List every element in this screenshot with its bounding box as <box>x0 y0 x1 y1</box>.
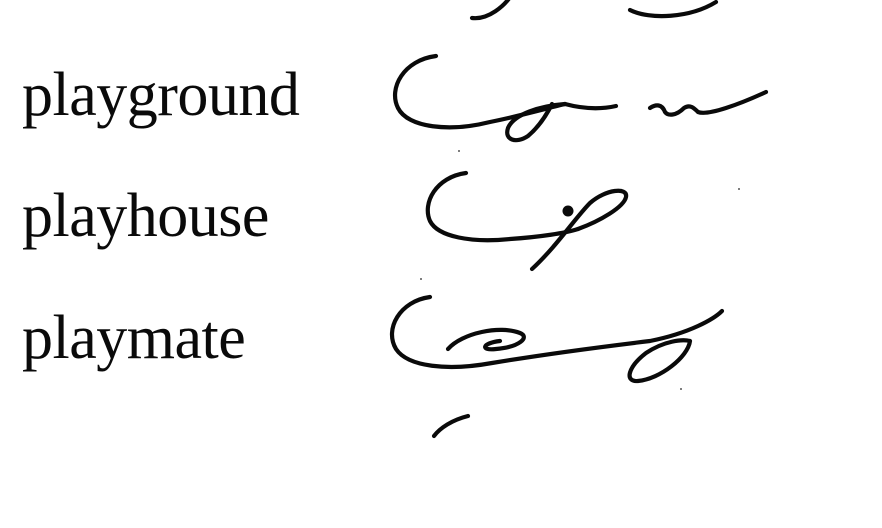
entry-word-playmate: playmate <box>22 304 246 372</box>
shorthand-outline-playhouse <box>0 163 882 287</box>
shorthand-outline-playground <box>0 42 882 166</box>
shorthand-outline-partial-bottom <box>0 404 882 528</box>
shorthand-dot <box>563 206 574 217</box>
entry-row-partial-bottom <box>0 404 882 528</box>
entry-word-playhouse: playhouse <box>22 182 269 250</box>
paper-speck <box>420 278 422 280</box>
paper-speck <box>680 388 682 390</box>
shorthand-outline-playmate <box>0 283 882 407</box>
entry-row-playmate <box>0 283 882 407</box>
paper-speck <box>738 188 740 190</box>
entry-word-playground: playground <box>22 61 300 129</box>
paper-speck <box>458 150 460 152</box>
entry-row-playground <box>0 42 882 166</box>
entry-row-playhouse <box>0 163 882 287</box>
